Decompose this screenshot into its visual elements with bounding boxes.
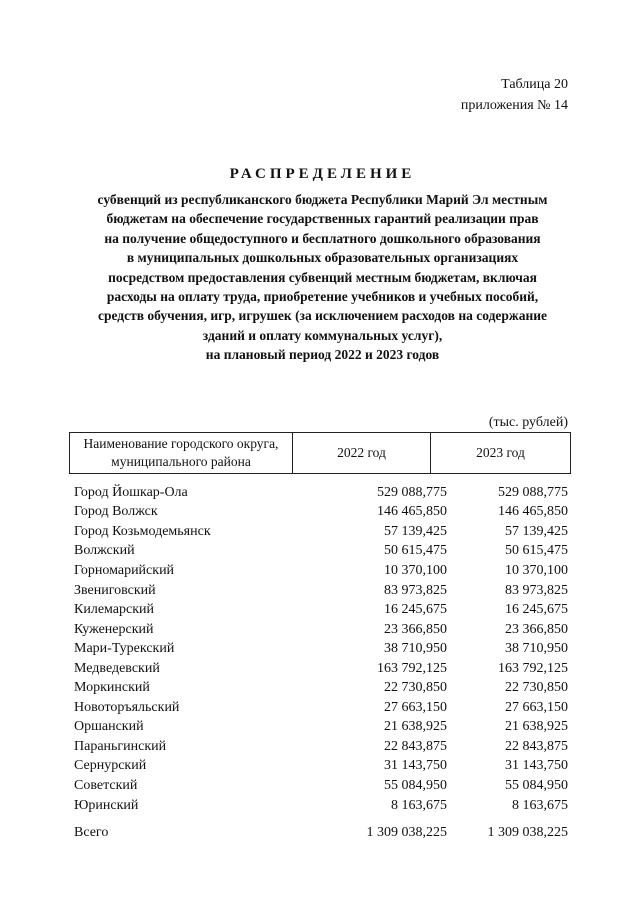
row-name: Куженерский [74, 621, 154, 637]
table-row [74, 678, 568, 698]
value-2023: 23 366,850 [505, 621, 568, 637]
table-row [74, 796, 568, 816]
value-2022: 163 792,125 [377, 660, 447, 676]
title-line: посредством предоставления субвенций местным бюджетам, включая [108, 269, 537, 285]
table-row [74, 561, 568, 581]
table-header [69, 432, 571, 474]
column-header-2022: 2022 год [293, 433, 431, 474]
total-2023: 1 309 038,225 [487, 825, 568, 841]
value-2023: 16 245,675 [505, 602, 568, 618]
value-2023: 38 710,950 [505, 641, 568, 657]
row-name: Юринский [74, 797, 139, 813]
column-header-2023: 2023 год [431, 433, 571, 474]
table-row [74, 757, 568, 777]
title-line: в муниципальных дошкольных образовательных организациях [126, 250, 519, 266]
title-line: бюджетам на обеспечение государственных гарантий реализации прав [106, 211, 539, 227]
value-2022: 8 163,675 [391, 797, 447, 813]
total-row [74, 823, 568, 843]
table-row [74, 776, 568, 796]
table-row [74, 698, 568, 718]
row-name: Моркинский [74, 680, 150, 696]
table-row [74, 581, 568, 601]
total-label: Всего [74, 825, 109, 841]
row-name: Город Йошкар-Ола [74, 484, 188, 500]
row-name: Медведевский [74, 660, 160, 676]
row-name: Сернурский [74, 758, 147, 774]
table-body [74, 483, 568, 843]
value-2022: 57 139,425 [384, 523, 447, 539]
value-2023: 57 139,425 [505, 523, 568, 539]
value-2022: 55 084,950 [384, 777, 447, 793]
table-row [74, 503, 568, 523]
value-2023: 21 638,925 [505, 719, 568, 735]
value-2023: 146 465,850 [498, 504, 568, 520]
value-2022: 529 088,775 [377, 484, 447, 500]
value-2023: 31 143,750 [505, 758, 568, 774]
total-2022: 1 309 038,225 [366, 825, 447, 841]
value-2022: 50 615,475 [384, 543, 447, 559]
value-2022: 27 663,150 [384, 699, 447, 715]
value-2022: 38 710,950 [384, 641, 447, 657]
value-2022: 31 143,750 [384, 758, 447, 774]
table-row [74, 737, 568, 757]
value-2023: 10 370,100 [505, 562, 568, 578]
table-row [74, 542, 568, 562]
value-2023: 529 088,775 [498, 484, 568, 500]
value-2022: 16 245,675 [384, 602, 447, 618]
table-row [74, 659, 568, 679]
value-2023: 50 615,475 [505, 543, 568, 559]
title-line: зданий и оплату коммунальных услуг), [202, 327, 443, 343]
table-row [74, 483, 568, 503]
value-2023: 55 084,950 [505, 777, 568, 793]
row-name: Звениговский [74, 582, 156, 598]
row-name: Оршанский [74, 719, 144, 735]
table-row [74, 639, 568, 659]
column-header-name: Наименование городского округа, муниципального района [70, 433, 293, 474]
table-row [74, 718, 568, 738]
value-2022: 23 366,850 [384, 621, 447, 637]
value-2022: 22 843,875 [384, 738, 447, 754]
table-row [74, 600, 568, 620]
row-name: Новоторъяльский [74, 699, 180, 715]
value-2023: 22 730,850 [505, 680, 568, 696]
title-line: на плановый период 2022 и 2023 годов [205, 347, 440, 363]
value-2022: 10 370,100 [384, 562, 447, 578]
row-name: Мари-Турекский [74, 641, 175, 657]
row-name: Килемарский [74, 602, 155, 618]
value-2023: 22 843,875 [505, 738, 568, 754]
row-name: Параньгинский [74, 738, 167, 754]
table-number: Таблица 20 [501, 77, 568, 92]
appendix-number: приложения № 14 [460, 98, 568, 113]
row-name: Горномарийский [74, 562, 175, 578]
document-title [60, 164, 585, 365]
value-2022: 21 638,925 [384, 719, 447, 735]
value-2023: 163 792,125 [498, 660, 568, 676]
value-2022: 83 973,825 [384, 582, 447, 598]
title-line: субвенций из республиканского бюджета Республики Марий Эл местным [97, 192, 548, 207]
row-name: Город Козьмодемьянск [74, 523, 211, 539]
value-2023: 83 973,825 [505, 582, 568, 598]
table-row [74, 522, 568, 542]
title-line: расходы на оплату труда, приобретение учебников и учебных пособий, [106, 289, 539, 305]
row-name: Город Волжск [74, 504, 158, 520]
table-row [74, 620, 568, 640]
value-2022: 22 730,850 [384, 680, 447, 696]
title-heading: РАСПРЕДЕЛЕНИЕ [229, 166, 416, 182]
row-name: Волжский [74, 543, 135, 559]
title-line: средств обучения, игр, игрушек (за исключением расходов на содержание [97, 308, 548, 324]
value-2023: 8 163,675 [512, 797, 568, 813]
row-name: Советский [74, 777, 138, 793]
document-reference [461, 74, 568, 116]
value-2022: 146 465,850 [377, 504, 447, 520]
value-2023: 27 663,150 [505, 699, 568, 715]
units-label: (тыс. рублей) [488, 415, 568, 430]
title-line: на получение общедоступного и бесплатного дошкольного образования [104, 230, 541, 246]
